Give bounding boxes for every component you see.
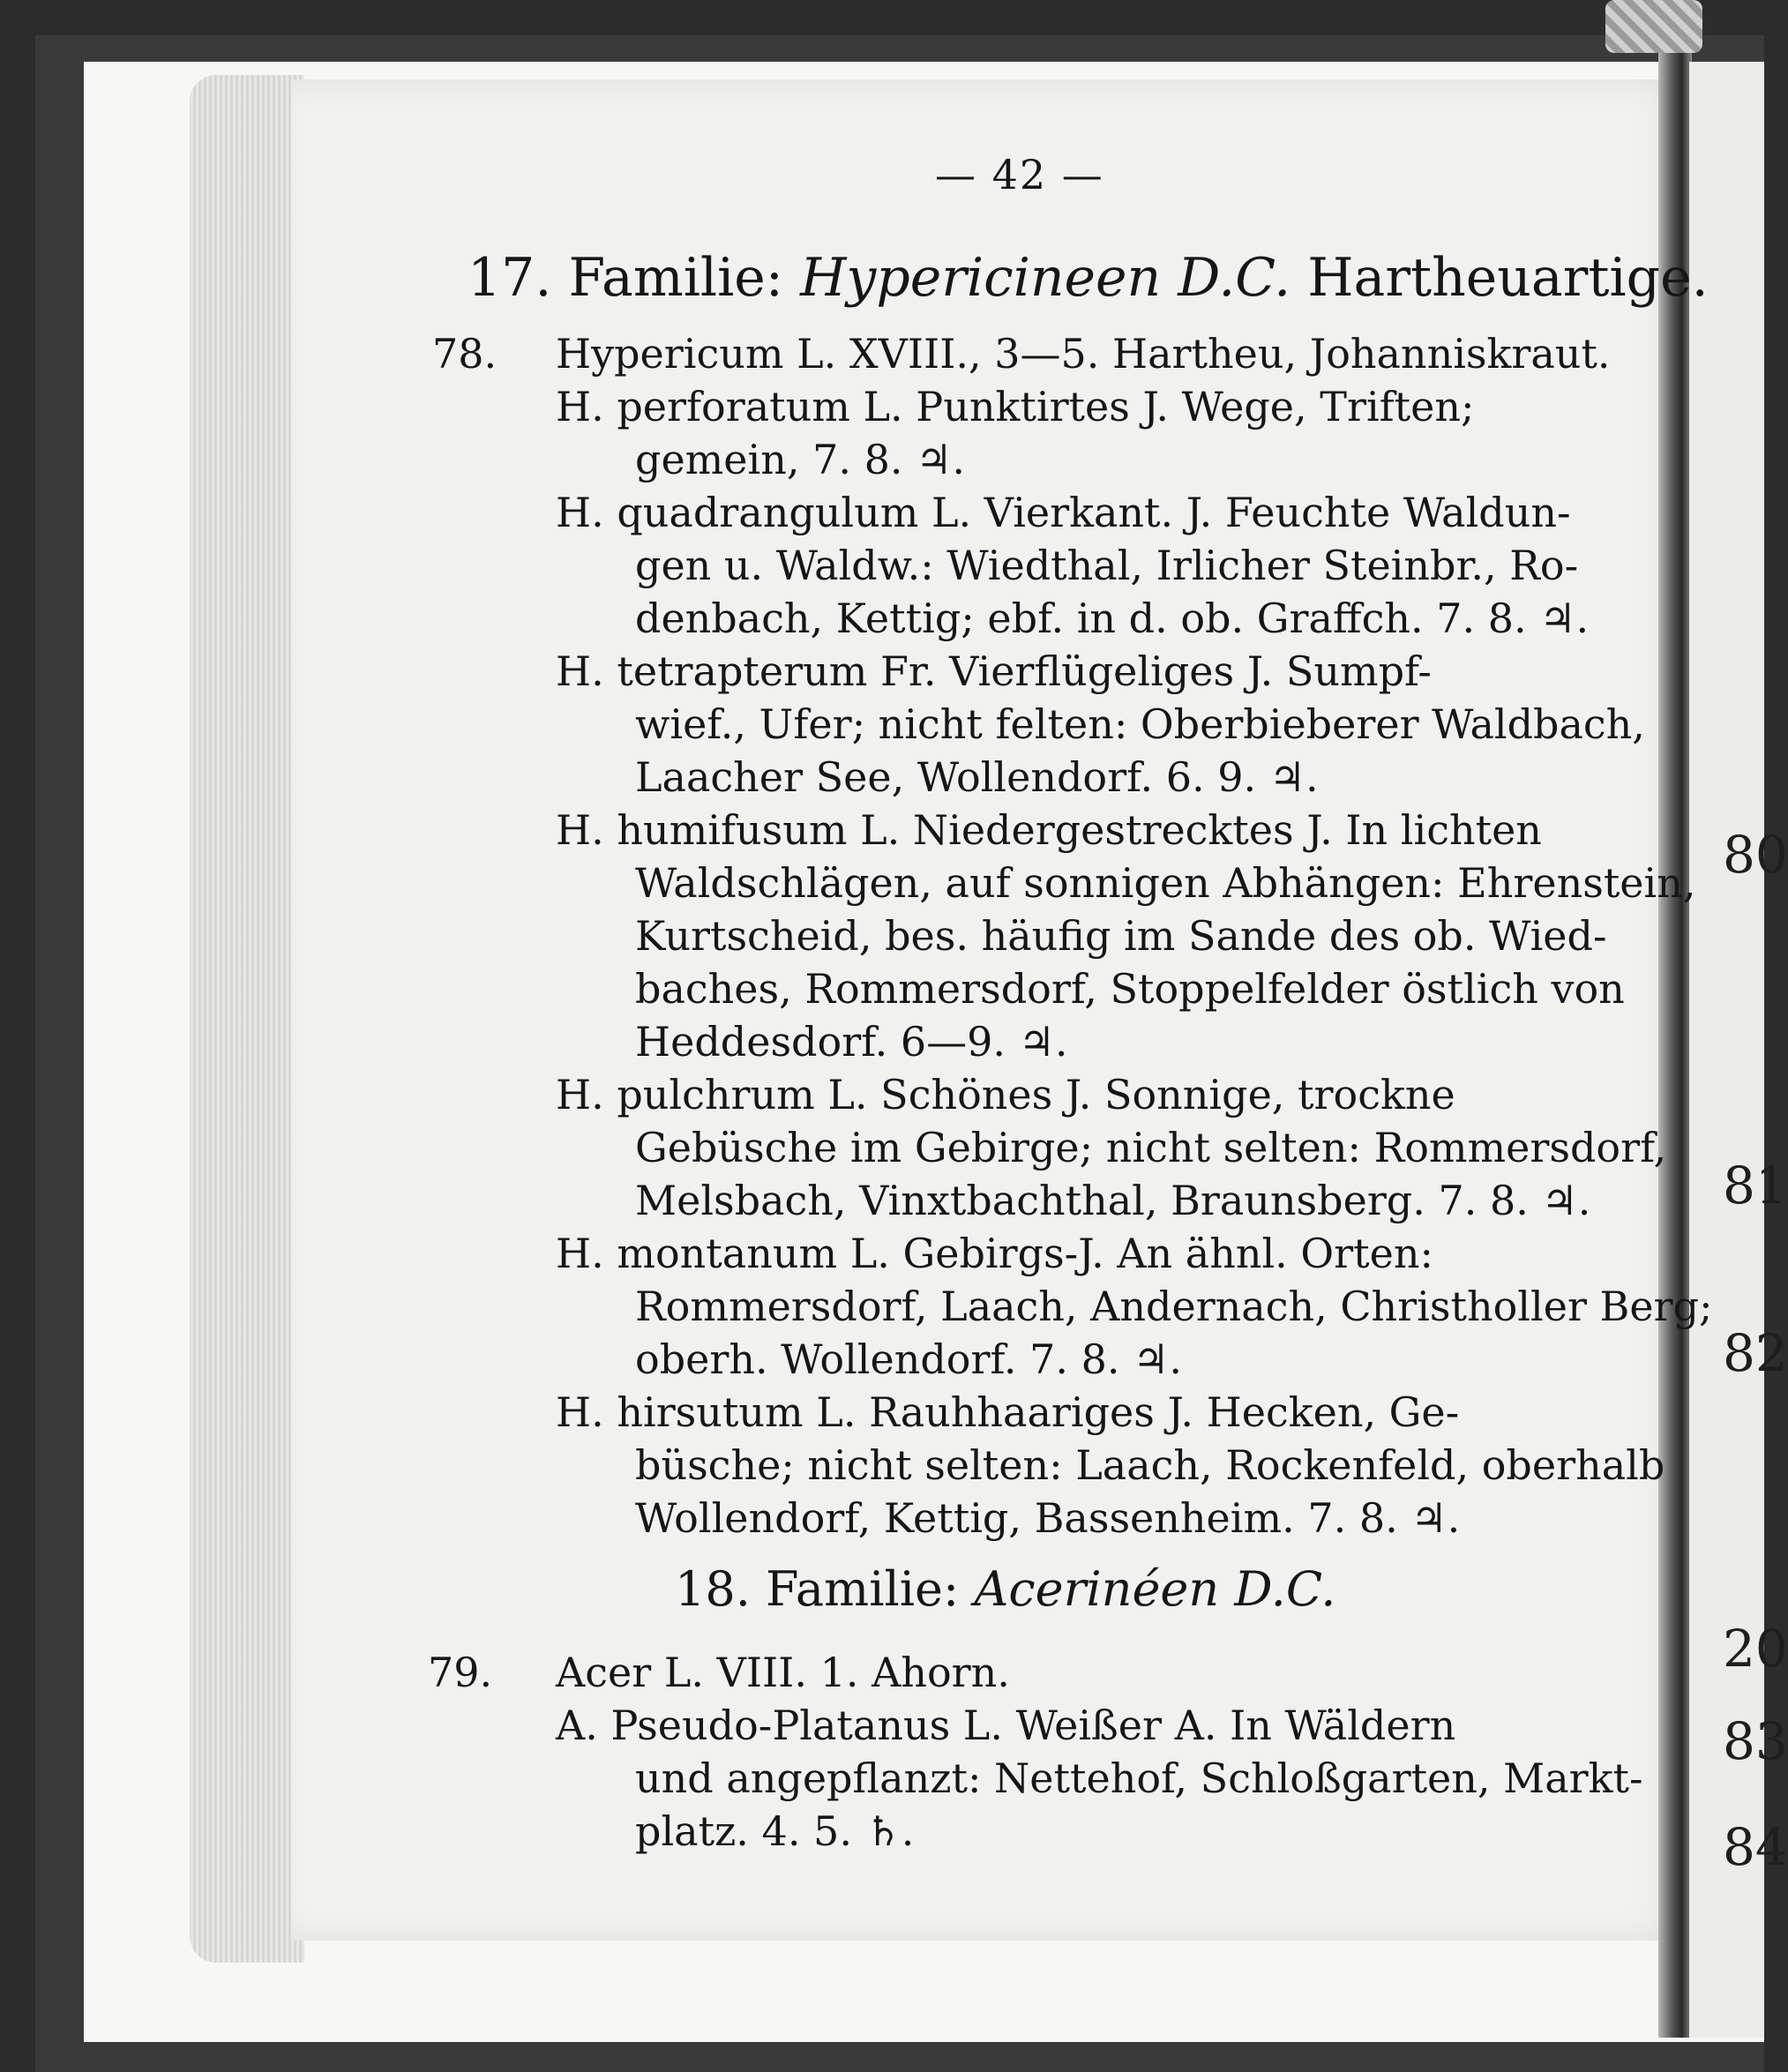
family-17-heading bbox=[468, 247, 1709, 309]
family-latin-name: Acerinéen D.C. bbox=[974, 1561, 1336, 1617]
genus-78-number: 78. bbox=[432, 330, 497, 378]
text-line: und angepflanzt: Nettehof, Schloßgarten, Markt- bbox=[635, 1754, 1643, 1802]
text-line: büsche; nicht selten: Laach, Rockenfeld, oberhalb bbox=[635, 1441, 1665, 1489]
text-line: platz. 4. 5. ♄. bbox=[635, 1807, 915, 1855]
text-line: gemein, 7. 8. ♃. bbox=[635, 436, 965, 483]
text-line: Laacher See, Wollendorf. 6. 9. ♃. bbox=[635, 753, 1319, 801]
next-page-number: 20 bbox=[1723, 1619, 1788, 1679]
text-line: oberh. Wollendorf. 7. 8. ♃. bbox=[635, 1335, 1182, 1383]
family-label: 18. Familie: bbox=[675, 1561, 960, 1617]
text-line: Waldschlägen, auf sonnigen Abhängen: Ehrenstein, bbox=[635, 859, 1696, 907]
text-line: H. humifusum L. Niedergestrecktes J. In lichten bbox=[556, 806, 1542, 854]
text-line: H. quadrangulum L. Vierkant. J. Feuchte Waldun- bbox=[556, 489, 1571, 536]
text-line: H. tetrapterum Fr. Vierflügeliges J. Sumpf- bbox=[556, 647, 1432, 695]
genus-79-entry: Acer L. VIII. 1. Ahorn. bbox=[556, 1649, 1010, 1696]
text-line: Gebüsche im Gebirge; nicht selten: Rommersdorf, bbox=[635, 1124, 1667, 1171]
next-page-number: 80 bbox=[1723, 825, 1788, 885]
genus-78-entry: Hypericum L. XVIII., 3—5. Hartheu, Johanniskraut. bbox=[556, 330, 1611, 378]
text-line: Melsbach, Vinxtbachthal, Braunsberg. 7. 8. ♃. bbox=[635, 1177, 1591, 1224]
family-latin-name: Hypericineen D.C. bbox=[800, 247, 1291, 309]
text-line: Kurtscheid, bes. häufig im Sande des ob. Wied- bbox=[635, 912, 1607, 960]
text-line: denbach, Kettig; ebf. in d. ob. Graffch. 7. 8. ♃. bbox=[635, 595, 1590, 642]
next-page-number: 81 bbox=[1723, 1156, 1788, 1216]
text-line: baches, Rommersdorf, Stoppelfelder östlich von bbox=[635, 965, 1625, 1013]
family-18-heading bbox=[675, 1561, 1336, 1617]
text-line: gen u. Waldw.: Wiedthal, Irlicher Steinbr., Ro- bbox=[635, 542, 1579, 589]
text-line: H. pulchrum L. Schönes J. Sonnige, trockne bbox=[556, 1071, 1455, 1118]
text-line: H. hirsutum L. Rauhhaariges J. Hecken, Ge- bbox=[556, 1388, 1460, 1436]
text-line: A. Pseudo-Platanus L. Weißer A. In Wäldern bbox=[556, 1702, 1456, 1749]
family-german-name: Hartheuartige. bbox=[1307, 247, 1709, 309]
next-page-number: 83 bbox=[1723, 1711, 1788, 1771]
text-line: wief., Ufer; nicht felten: Oberbieberer Waldbach, bbox=[635, 700, 1645, 748]
page-number: — 42 — bbox=[935, 151, 1104, 198]
text-line: Rommersdorf, Laach, Andernach, Christholler Berg; bbox=[635, 1283, 1713, 1330]
text-line: H. montanum L. Gebirgs-J. An ähnl. Orten: bbox=[556, 1230, 1433, 1277]
text-line: H. perforatum L. Punktirtes J. Wege, Triften; bbox=[556, 383, 1475, 430]
genus-79-number: 79. bbox=[428, 1649, 493, 1696]
next-page-number: 84 bbox=[1723, 1817, 1788, 1877]
next-page-number: 82 bbox=[1723, 1323, 1788, 1383]
family-label: 17. Familie: bbox=[468, 247, 784, 309]
text-line: Wollendorf, Kettig, Bassenheim. 7. 8. ♃. bbox=[635, 1494, 1461, 1542]
text-line: Heddesdorf. 6—9. ♃. bbox=[635, 1018, 1068, 1066]
